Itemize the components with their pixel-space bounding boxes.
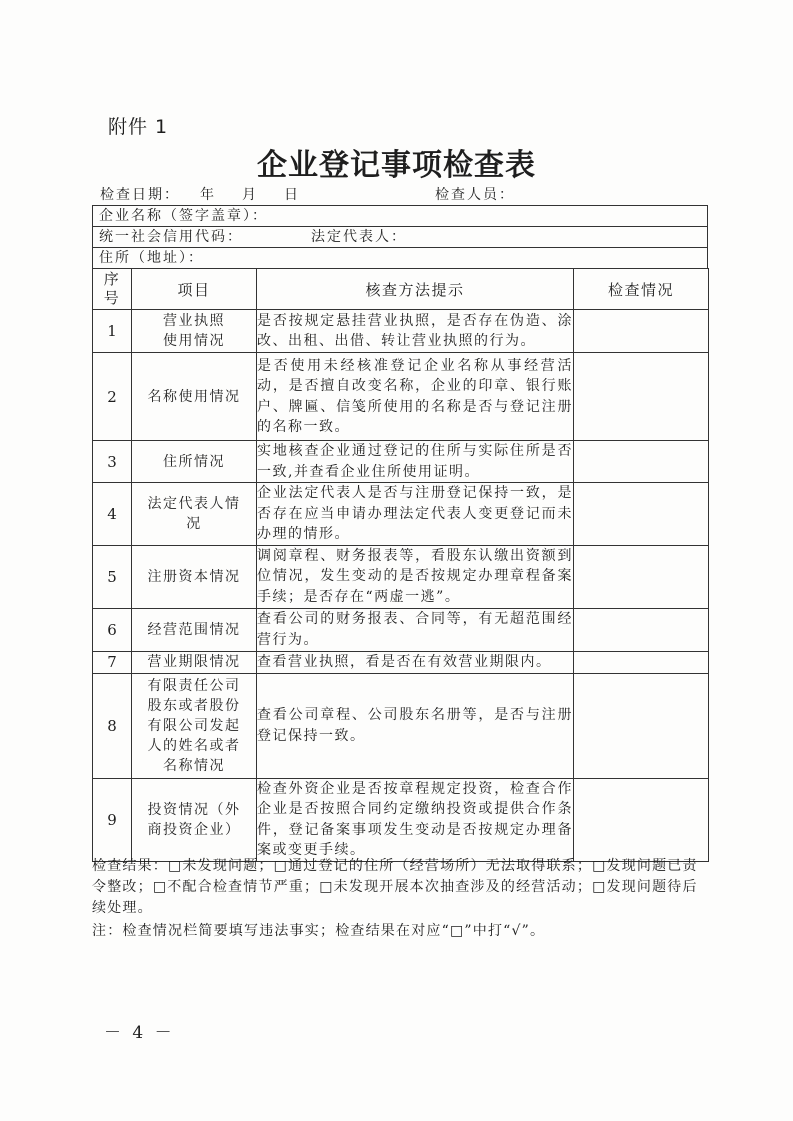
table-row [93,441,709,483]
year-label: 年 [200,187,216,203]
company-name-label: 企业名称（签字盖章）： [99,208,268,224]
row-result-field[interactable] [574,651,709,673]
row-number: 2 [93,353,132,441]
row-result-field[interactable] [574,353,709,441]
row-result-field[interactable] [574,608,709,651]
row-method: 检查外资企业是否按章程规定投资，检查合作企业是否按照合同约定缴纳投资或提供合作条件，登记备案事项发生变动是否按规定办理备案或变更手续。 [257,778,574,861]
table-row [93,778,709,861]
table-row [93,483,709,546]
row-number: 4 [93,483,132,546]
row-item: 注册资本情况 [132,545,257,608]
row-method: 是否按规定悬挂营业执照，是否存在伪造、涂改、出租、出借、转让营业执照的行为。 [257,310,574,353]
row-number: 1 [93,310,132,353]
table-header-row [93,269,709,310]
result-option[interactable]: □未发现开展本次抽查涉及的经营活动； [319,879,593,895]
row-item: 营业执照 使用情况 [132,310,257,353]
row-result-field[interactable] [574,673,709,778]
table-row [93,673,709,778]
row-item: 有限责任公司股东或者股份有限公司发起人的姓名或者名称情况 [132,673,257,778]
credit-code-label: 统一社会信用代码： [99,229,243,245]
footnote: 注：检查情况栏简要填写违法事实；检查结果在对应“□”中打“√”。 [92,923,546,939]
row-result-field[interactable] [574,310,709,353]
table-row [93,353,709,441]
table-row [93,651,709,673]
check-result-label: 检查结果： [92,858,168,874]
header-item: 项目 [132,269,257,310]
page-number: － 4 － [104,1023,175,1043]
footer [92,856,712,942]
company-name-field[interactable] [92,205,708,226]
row-method: 企业法定代表人是否与注册登记保持一致，是否存在应当申请办理法定代表人变更登记而未办理的情形。 [257,483,574,546]
row-number: 8 [93,673,132,778]
day-label: 日 [284,187,300,203]
legal-rep-label: 法定代表人： [311,229,407,245]
row-number: 9 [93,778,132,861]
result-option[interactable]: □通过登记的住所（经营场所）无法取得联系； [273,858,593,874]
result-option[interactable]: □发现问题已责令整改； [92,858,698,895]
month-label: 月 [242,187,258,203]
header-no: 序 号 [93,269,132,310]
row-item: 经营范围情况 [132,608,257,651]
result-option[interactable]: □未发现问题； [168,858,274,874]
row-item: 法定代表人情况 [132,483,257,546]
check-result-options [92,856,712,919]
check-date-label: 检查日期： [100,187,180,203]
row-number: 5 [93,545,132,608]
table-row [93,545,709,608]
header-result: 检查情况 [574,269,709,310]
credit-code-row [92,226,708,247]
check-table [92,268,709,862]
row-number: 7 [93,651,132,673]
row-result-field[interactable] [574,441,709,483]
row-item: 名称使用情况 [132,353,257,441]
row-method: 查看公司章程、公司股东名册等，是否与注册登记保持一致。 [257,673,574,778]
table-row [93,310,709,353]
date-inspector-line [100,184,710,204]
row-item: 营业期限情况 [132,651,257,673]
table-row [93,608,709,651]
row-number: 3 [93,441,132,483]
address-label: 住所（地址）： [99,250,204,266]
row-method: 查看公司的财务报表、合同等，有无超范围经营行为。 [257,608,574,651]
header-method: 核查方法提示 [257,269,574,310]
attachment-label: 附件 1 [108,116,169,138]
row-method: 调阅章程、财务报表等，看股东认缴出资额到位情况，发生变动的是否按规定办理章程备案手续；是否存在“两虚一逃”。 [257,545,574,608]
row-result-field[interactable] [574,778,709,861]
row-item: 住所情况 [132,441,257,483]
inspector-label: 检查人员： [435,187,515,203]
inspection-sheet [92,205,708,862]
page-title: 企业登记事项检查表 [257,148,536,183]
result-option[interactable]: □不配合检查情节严重； [152,879,320,895]
row-method: 查看营业执照，看是否在有效营业期限内。 [257,651,574,673]
row-item: 投资情况（外商投资企业） [132,778,257,861]
row-number: 6 [93,608,132,651]
row-method: 实地核查企业通过登记的住所与实际住所是否一致,并查看企业住所使用证明。 [257,441,574,483]
check-date-field[interactable] [200,184,326,204]
address-field[interactable] [92,247,708,268]
row-result-field[interactable] [574,483,709,546]
row-method: 是否使用未经核准登记企业名称从事经营活动，是否擅自改变名称，企业的印章、银行账户、牌匾、信笺所使用的名称是否与登记注册的名称一致。 [257,353,574,441]
row-result-field[interactable] [574,545,709,608]
result-option[interactable]: □发现问题待后续处理。 [92,879,698,916]
